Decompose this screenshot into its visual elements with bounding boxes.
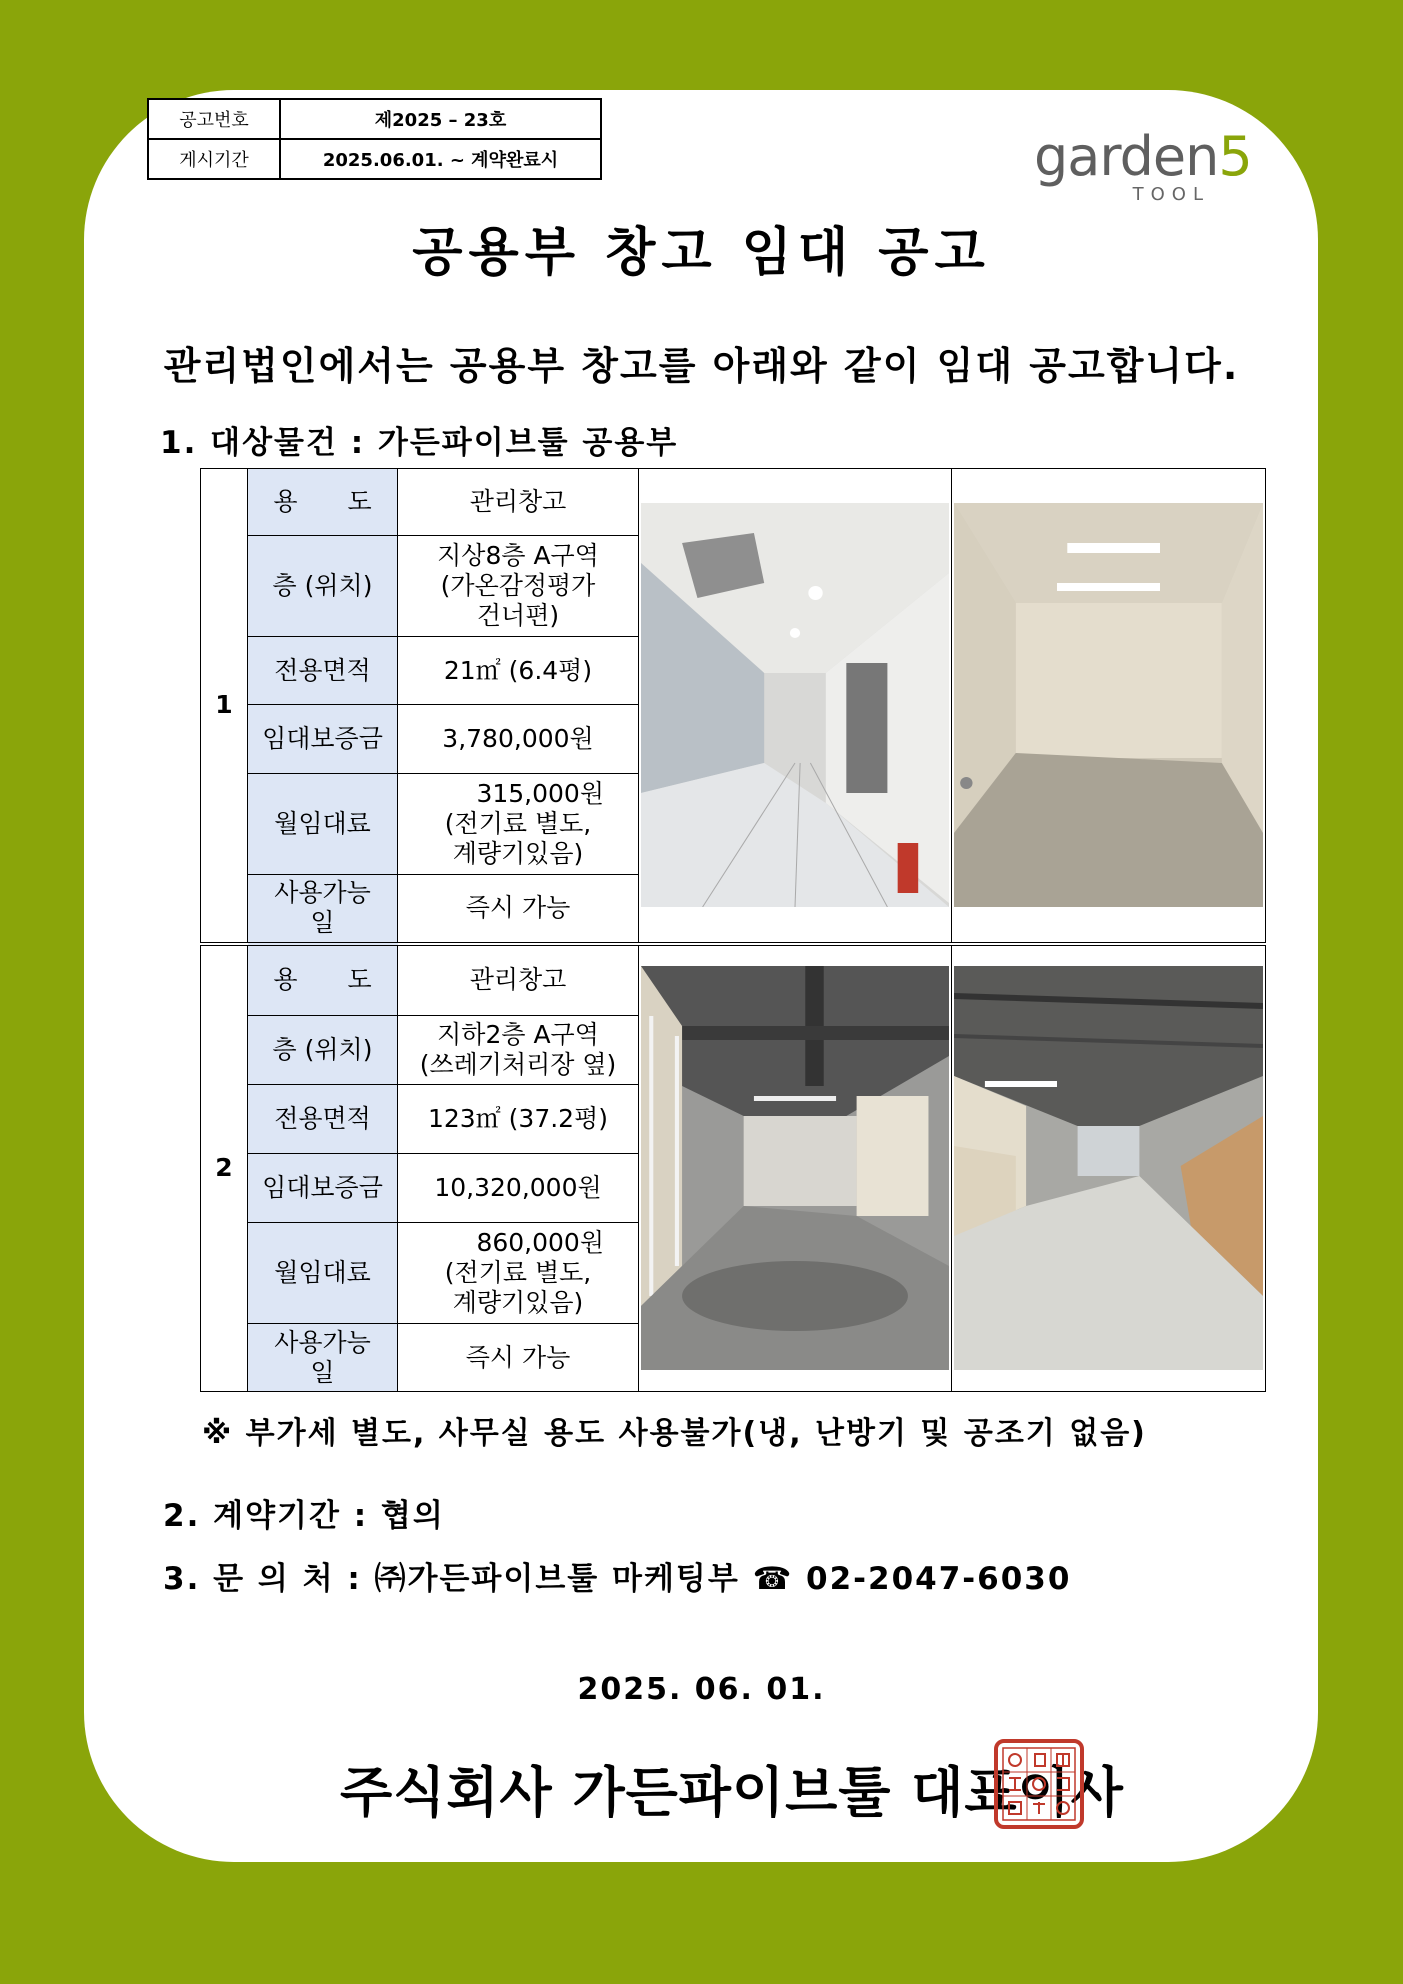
notice-date: 2025. 06. 01. — [577, 1672, 826, 1707]
value-area: 123㎡ (37.2평) — [398, 1085, 639, 1154]
value-area: 21㎡ (6.4평) — [398, 637, 639, 705]
lot1-photo-corridor — [639, 469, 952, 944]
label-use: 용 도 — [248, 944, 398, 1016]
value-avail: 즉시 가능 — [398, 875, 639, 944]
meta-value: 제2025 – 23호 — [280, 99, 601, 139]
vat-note: ※ 부가세 별도, 사무실 용도 사용불가(냉, 난방기 및 공조기 없음) — [202, 1416, 1147, 1451]
page-title: 공용부 창고 임대 공고 — [412, 223, 991, 283]
meta-label: 공고번호 — [148, 99, 280, 139]
value-avail: 즉시 가능 — [398, 1324, 639, 1392]
value-rent: 315,000원 (전기료 별도, 계량기있음) — [398, 774, 639, 875]
label-deposit: 임대보증금 — [248, 1154, 398, 1223]
company-seal-icon — [993, 1738, 1085, 1830]
value-floor: 지하2층 A구역 (쓰레기처리장 옆) — [398, 1016, 639, 1085]
value-floor: 지상8층 A구역 (가온감정평가 건너편) — [398, 536, 639, 637]
signer-name: 주식회사 가든파이브툴 대표이사 — [340, 1761, 1124, 1824]
label-avail: 사용가능일 — [248, 1324, 398, 1392]
label-use: 용 도 — [248, 469, 398, 536]
logo-subtext: TOOL — [1132, 184, 1210, 205]
meta-label: 게시기간 — [148, 139, 280, 179]
label-rent: 월임대료 — [248, 774, 398, 875]
lot-number: 1 — [201, 469, 248, 944]
label-area: 전용면적 — [248, 1085, 398, 1154]
value-use: 관리창고 — [398, 469, 639, 536]
empty-room-photo-icon — [954, 503, 1263, 907]
label-area: 전용면적 — [248, 637, 398, 705]
value-deposit: 3,780,000원 — [398, 705, 639, 774]
logo-text: garden — [1034, 125, 1219, 188]
garden5-logo — [1034, 125, 1252, 212]
label-deposit: 임대보증금 — [248, 705, 398, 774]
meta-row — [148, 99, 601, 139]
logo-number: 5 — [1218, 125, 1252, 188]
meta-value: 2025.06.01. ~ 계약완료시 — [280, 139, 601, 179]
corridor-photo-icon — [641, 503, 949, 907]
table-row — [201, 469, 1266, 536]
lot2-photo-basement-b — [952, 944, 1266, 1392]
value-use: 관리창고 — [398, 944, 639, 1016]
section-2-contract-period: 2. 계약기간 : 협의 — [163, 1498, 445, 1534]
lot1-photo-room — [952, 469, 1266, 944]
section-1-heading: 1. 대상물건 : 가든파이브툴 공용부 — [160, 425, 679, 461]
basement-photo-a-icon — [641, 966, 949, 1370]
value-rent: 860,000원 (전기료 별도, 계량기있음) — [398, 1223, 639, 1324]
basement-photo-b-icon — [954, 966, 1263, 1370]
lot2-photo-basement-a — [639, 944, 952, 1392]
section-3-contact: 3. 문 의 처 : ㈜가든파이브툴 마케팅부 ☎ 02-2047-6030 — [163, 1561, 1072, 1597]
lot-number: 2 — [201, 944, 248, 1392]
label-avail: 사용가능일 — [248, 875, 398, 944]
label-rent: 월임대료 — [248, 1223, 398, 1324]
label-floor: 층 (위치) — [248, 1016, 398, 1085]
notice-meta-table — [147, 98, 602, 180]
label-floor: 층 (위치) — [248, 536, 398, 637]
page-subtitle: 관리법인에서는 공용부 창고를 아래와 같이 임대 공고합니다. — [163, 344, 1240, 388]
meta-row — [148, 139, 601, 179]
table-row — [201, 944, 1266, 1016]
value-deposit: 10,320,000원 — [398, 1154, 639, 1223]
lots-table — [200, 468, 1266, 1392]
